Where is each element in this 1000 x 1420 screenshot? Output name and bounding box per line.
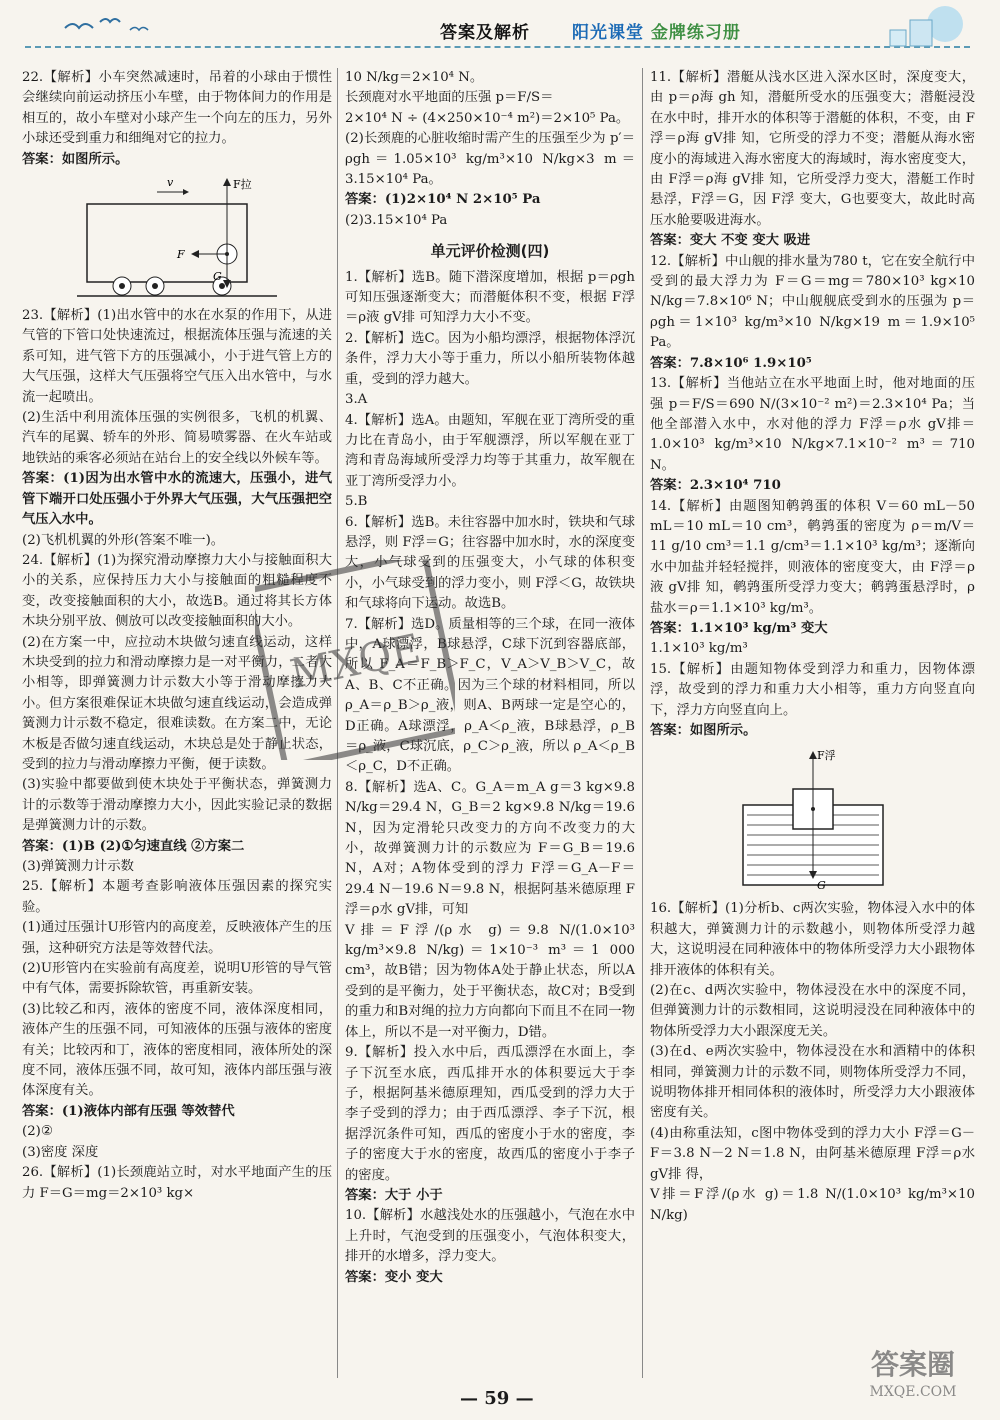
q16-part3: (3)在d、e两次实验中，物体浸没在水和酒精中的体积相同，弹簧测力计的示数不同，则物体所受浮力不同，说明物体排开相同体积的液体时，所受浮力大小跟液体密度有关。 [650,1044,975,1121]
item-2: 2.【解析】选C。因为小船均漂浮，根据物体浮沉条件，浮力大小等于重力，所以小船所装物体越重，受到的浮力越大。 [345,330,635,387]
q26-cont-3: 2×10⁴ N ÷ (4×250×10⁻⁴ m²)＝2×10⁵ Pa。 [345,110,630,126]
item-14-answer: 答案：1.1×10³ kg/m³ 变大 [650,620,828,636]
page-header [0,0,1000,58]
item-5: 5.B [345,494,368,510]
q23-analysis-2: (2)生活中利用流体压强的实例很多，飞机的机翼、汽车的尾翼、轿车的外形、简易喷雾器、在火车站或地铁站的乘客必须站在站台上的安全线以外候车等。 [22,410,332,466]
q25-answer-3: (3)密度 深度 [22,1144,99,1160]
item-10: 10.【解析】水越浅处水的压强越小，气泡在水中上升时，气泡受到的压强变小，气泡体积变大，排开的水增多，浮力变大。 [345,1208,635,1265]
item-7: 7.【解析】选D。质量相等的三个球，在同一液体中，A球漂浮，B球悬浮，C球下沉到容器底部，所以 F_A＝F_B＞F_C，V_A＞V_B＞V_C，故A、B、C不正确。因为三个球的材料相同，所以 ρ_A＝ρ_B＞ρ_液，则A、B两球一定是空心的，D正确。A球漂浮，ρ_A＜ρ_液，B球悬浮，ρ_B＝ρ_液，C球沉底，ρ_C＞ρ_液，所以 ρ_A＜ρ_B＜ρ_C，D不正确。 [345,616,635,775]
q16-part2: (2)在c、d两次实验中，物体浸没在水中的深度不同，但弹簧测力计的示数相同，这说明浸没在同种液体中的物体所受浮力大小跟深度无关。 [650,983,975,1039]
item-11: 11.【解析】潜艇从浅水区进入深水区时，深度变大，由 p＝ρ海 gh 知，潜艇所受水的压强变大；潜艇浸没在水中时，排开水的体积等于潜艇的体积，不变，由 F浮＝ρ海 gV排 知，它所受的浮力不变；潜艇从海水密度小的海域进入海水密度大的海域时，海水密度变大，由 F浮＝ρ海 gV排 知，它所受浮力变大，潜艇工作时悬浮，F浮＝G，因 F浮 变大，G也要变大，故此时高压水舱要吸进海水。 [650,70,975,228]
page-number: — 59 — [460,1388,534,1409]
q26-analysis: 26.【解析】(1)长颈鹿站立时，对水平地面产生的压力 F＝G＝mg＝2×10³ kg× [22,1165,332,1201]
corner-watermark-logo [848,1338,978,1402]
q26-cont-1: 10 N/kg＝2×10⁴ N。 [345,70,484,85]
item-8: 8.【解析】选A、C。G_A＝m_A g＝3 kg×9.8 N/kg＝29.4 N，G_B＝2 kg×9.8 N/kg＝19.6 N，因为定滑轮只改变力的方向不改变力的大小，故弹簧测力计的示数应为 F＝G_B＝19.6 N，A对；A物体受到的浮力 F浮＝G_A－F＝29.4 N－19.6 N＝9.8 N，根据阿基米德原理 F浮＝ρ水 gV排，可知 [345,779,635,918]
q25-analysis-3: (2)U形管内在实验前有高度差，说明U形管的导气管中有气体，需要拆除软管，再重新安装。 [22,961,332,997]
watermark-url: MXQE.COM [869,1384,957,1400]
q26-answer-2: (2)3.15×10⁴ Pa [345,212,448,228]
figure-cart-ball [77,174,277,302]
q24-answer-1: 答案：(1)B (2)①匀速直线 ②方案二 [22,838,245,854]
q24-analysis-2: (2)在方案一中，应拉动木块做匀速直线运动，这样木块受到的拉力和滑动摩擦力是一对平衡力，二者大小相等，即弹簧测力计示数大小等于滑动摩擦力大小。但方案很难保证木块做匀速直线运动，会造成弹簧测力计示数不稳定，很难读数。在方案二中，无论木板是否做匀速直线运动，木块总是处于静止状态，受到的拉力与滑动摩擦力平衡，便于读数。 [22,634,332,772]
birds-decoration-icon [60,10,180,40]
q25-analysis-4: (3)比较乙和丙，液体的密度不同，液体深度相同，液体产生的压强不同，可知液体的压强与液体的密度有关；比较丙和丁，液体的密度相同，液体所处的深度不同，液体压强不同，故可知，液体内部压强与液体深度有关。 [22,1001,332,1099]
item-15-answer: 答案：如图所示。 [650,723,757,738]
item-10-answer: 答案：变小 变大 [345,1269,443,1285]
fig15-f-label: F浮 [816,749,836,763]
q16-part5: V排＝F浮/(ρ水 g)＝1.8 N/(1.0×10³ kg/m³×10 N/kg) [650,1187,975,1223]
column-divider-2 [642,68,643,1378]
item-11-answer: 答案：变大 不变 变大 吸进 [650,233,811,249]
item-14: 14.【解析】由题图知鹌鹑蛋的体积 V＝60 mL－50 mL＝10 mL＝10 cm³，鹌鹑蛋的密度为 ρ＝m/V＝11 g/10 cm³＝1.1 g/cm³＝1.1×10³ kg/m³；逐渐向水中加盐并轻轻搅拌，则液体的密度变大，由 F浮＝ρ液 gV排 知，鹌鹑蛋所受浮力变大；鹌鹑蛋悬浮时，ρ盐水＝ρ＝1.1×10³ kg/m³。 [650,498,975,616]
q24-analysis-1: 24.【解析】(1)为探究滑动摩擦力大小与接触面积大小的关系，应保持压力大小与接触面的粗糙程度不变，改变接触面积的大小，故选B。通过将其长方体木块分别平放、侧放可以改变接触面积的大小。 [22,552,332,630]
header-dashed-line [25,46,970,48]
item-9: 9.【解析】投入水中后，西瓜漂浮在水面上，李子下沉至水底，西瓜排开水的体积要远大于李子，根据阿基米德原理知，西瓜受到的浮力大于李子受到的浮力；由于西瓜漂浮、李子下沉，根据浮沉条件可知，西瓜的密度小于水的密度，李子的密度大于水的密度，故西瓜的密度小于李子的密度。 [345,1045,635,1183]
q16-part4: (4)由称重法知，c图中物体受到的浮力大小 F浮＝G－F＝3.8 N－2 N＝1.8 N，由阿基米德原理 F浮＝ρ水 gV排 得， [650,1125,975,1182]
q26-cont-4: (2)长颈鹿的心脏收缩时需产生的压强至少为 p′＝ρgh＝1.05×10³ kg/m³×10 N/kg×3 m＝3.15×10⁴ Pa。 [345,131,635,188]
fig22-fpull-label: F拉 [233,178,252,192]
q26-cont-2: 长颈鹿对水平地面的压强 p＝F/S＝ [345,90,554,106]
header-title: 答案及解析 [440,23,530,43]
header-deco-icon [850,2,970,50]
q22-analysis: 22.【解析】小车突然减速时，吊着的小球由于惯性会继续向前运动挤压小车壁，由于物体间力的作用是相互的，故小车壁对小球产生一个向左的压力，另外小球还受到重力和细绳对它的拉力。 [22,70,332,147]
q23-answer-1: 答案：(1)因为出水管中水的流速大，压强小，进气管下端开口处压强小于外界大气压强，大气压强把空气压入水中。 [22,471,332,528]
q24-answer-2: (3)弹簧测力计示数 [22,859,134,874]
header-book-part1: 阳光课堂 [572,23,644,43]
item-13: 13.【解析】当他站立在水平地面上时，他对地面的压强 p＝F/S＝690 N/(3×10⁻² m²)＝2.3×10⁴ Pa；当他全部潜入水中，水对他的浮力 F浮＝ρ水 gV排＝1.0×10³ kg/m³×10 N/kg×7.1×10⁻² m³＝710 N。 [650,376,975,473]
header-book-name [572,18,741,43]
item-3: 3.A [345,392,368,408]
q25-answer-2: (2)② [22,1124,53,1140]
item-9-answer: 答案：大于 小于 [345,1187,443,1203]
q25-analysis-2: (1)通过压强计U形管内的高度差，反映液体产生的压强，这种研究方法是等效替代法。 [22,920,332,956]
q23-answer-2: (2)飞机机翼的外形(答案不唯一)。 [22,532,225,548]
item-13-answer: 答案：2.3×10⁴ 710 [650,478,781,494]
q22-answer: 答案：如图所示。 [22,151,129,167]
item-6: 6.【解析】选B。未往容器中加水时，铁块和气球悬浮，则 F浮＝G；往容器中加水时，水的深度变大，小气球受到的压强变大，小气球的体积变小，小气球受到的浮力变小，则 F浮＜G，故铁块和气球将向下运动。故选B。 [345,514,636,612]
figure-floating-block [733,745,893,895]
item-15: 15.【解析】由题知物体受到浮力和重力，因物体漂浮，故受到的浮力和重力大小相等，重力方向竖直向下，浮力方向竖直向上。 [650,661,975,718]
stamp-watermark [255,560,455,760]
q25-answer-1: 答案：(1)液体内部有压强 等效替代 [22,1103,235,1119]
item-14-answer-2: 1.1×10³ kg/m³ [650,641,748,657]
fig22-f-label: F [177,248,185,262]
column-right [650,68,975,1226]
watermark-text: 答案圈 [870,1348,956,1381]
fig22-v-label: v [167,176,174,190]
q26-answer-1: 答案：(1)2×10⁴ N 2×10⁵ Pa [345,192,541,208]
header-book-part2: 金牌练习册 [650,23,741,43]
stamp-text: MXQE [286,625,425,699]
fig22-g-label: G [213,270,222,284]
q25-analysis-1: 25.【解析】本题考查影响液体压强因素的探究实验。 [22,879,332,915]
item-4: 4.【解析】选A。由题知，军舰在亚丁湾所受的重力比在青岛小，由于军舰漂浮，所以军舰在亚丁湾和青岛海域所受浮力均等于其重力，故军舰在亚丁湾所受浮力小。 [345,412,635,489]
item-12-answer: 答案：7.8×10⁶ 1.9×10⁵ [650,355,812,371]
q23-analysis-1: 23.【解析】(1)出水管中的水在水泵的作用下，从进气管的下管口处快速流过，根据流体压强与流速的关系可知，进气管下方的压强减小，小于进气管上方的大气压强，这样大气压强将空气压入出水管中，与水流一起喷出。 [22,308,332,405]
section-heading: 单元评价检测(四) [430,242,550,261]
item-1: 1.【解析】选B。随下潜深度增加，根据 p＝ρgh 可知压强逐渐变大；而潜艇体积不变，根据 F浮＝ρ液 gV排 可知浮力大小不变。 [345,269,635,326]
item-8-cont: V排＝F浮/(ρ水 g)＝9.8 N/(1.0×10³ kg/m³×9.8 N/kg)＝1×10⁻³ m³＝1 000 cm³，故B错；因为物体A处于静止状态，所以A受到的是平衡力，处于平衡状态，故C对；B受到的重力和B对绳的拉力方向都向下而且不在同一物体上，所以不是一对平衡力，D错。 [345,922,635,1040]
item-12: 12.【解析】中山舰的排水量为780 t，它在安全航行中受到的最大浮力为 F＝G＝mg＝780×10³ kg×10 N/kg＝7.8×10⁶ N；中山舰舰底受到水的压强为 p＝ρgh＝1×10³ kg/m³×10 N/kg×19 m＝1.9×10⁵ Pa。 [650,253,975,351]
q24-analysis-3: (3)实验中都要做到使木块处于平衡状态，弹簧测力计的示数等于滑动摩擦力大小，因此实验记录的数据是弹簧测力计的示数。 [22,777,332,834]
q16-part1: 16.【解析】(1)分析b、c两次实验，物体浸入水中的体积越大，弹簧测力计的示数越小，则物体所受浮力越大，这说明浸在同种液体中的物体所受浮力大小跟物体排开液体的体积有关。 [650,901,975,978]
fig15-g-label: G [816,879,826,893]
